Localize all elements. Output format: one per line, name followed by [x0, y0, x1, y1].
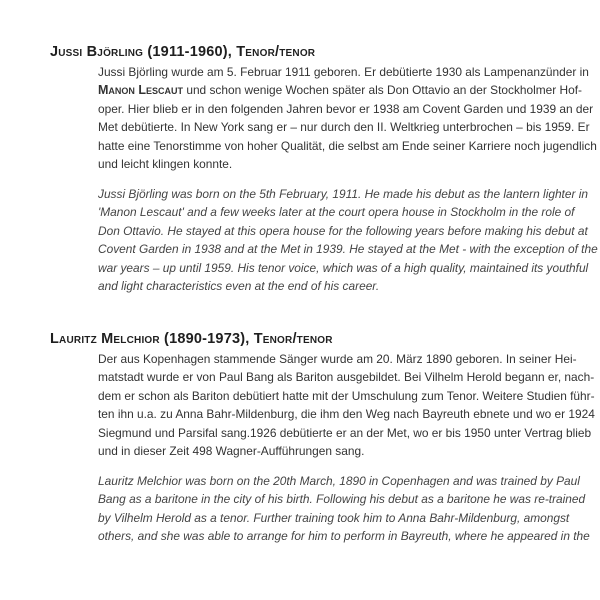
- text-line: ten ihn u.a. zu Anna Bahr-Mildenburg, die ihm den Weg nach Bayreuth ebnete und wo er 1924: [98, 407, 595, 422]
- text-line: 'Manon Lescaut' and a few weeks later at the court opera house in Stockholm in the role of: [98, 205, 575, 220]
- section-heading-melchior: Lauritz Melchior (1890-1973), Tenor/tenor: [50, 331, 333, 347]
- text-line: and light characteristics even at the end of his career.: [98, 279, 380, 294]
- text-line: Covent Garden in 1938 and at the Met in 1939. He stayed at the Met - with the exception of the: [98, 242, 598, 257]
- text-line: Jussi Björling was born on the 5th February, 1911. He made his debut as the lantern lighter in: [98, 187, 588, 201]
- text-line: matstadt wurde er von Paul Bang als Bariton ausgebildet. Bei Vilhelm Herold begann er, nach-: [98, 370, 595, 385]
- text-line: [98, 81, 588, 99]
- text-line: Met debütierte. In New York sang er – nur durch den II. Weltkrieg unterbrochen – bis 1959. Er: [98, 120, 590, 135]
- opera-title: Manon Lescaut: [98, 83, 184, 98]
- text-line: war years – up until 1959. His tenor voice, which was of a high quality, maintained its youthful: [98, 260, 589, 275]
- text-line-rest: und schon wenige Wochen später als Don Ottavio an der Stockholmer Hof-: [183, 83, 583, 98]
- text-line: Jussi Björling wurde am 5. Februar 1911 geboren. Er debütierte 1930 als Lampenanzünder in: [98, 65, 589, 79]
- text-line: und leicht klingen konnte.: [98, 157, 233, 172]
- text-line: by Vilhelm Herold as a tenor. Further training took him to Anna Bahr-Mildenburg, amongst: [98, 510, 570, 525]
- text-line: oper. Hier blieb er in den folgenden Jahren bevor er 1938 am Covent Garden und 1939 an der: [98, 101, 594, 116]
- english-paragraph-melchior: [98, 472, 588, 546]
- text-line: Lauritz Melchior was born on the 20th March, 1890 in Copenhagen and was trained by Paul: [98, 474, 580, 488]
- text-line: hatte eine Tenorstimme von hoher Qualität, die selbst am Ende seiner Karriere noch jugendlich: [98, 138, 597, 153]
- section-heading-bjoerling: Jussi Björling (1911-1960), Tenor/tenor: [50, 44, 316, 60]
- text-line: Don Ottavio. He stayed at this opera house for the following years before making his debut at: [98, 223, 588, 238]
- text-line: dem er schon als Bariton debütiert hatte mit der Umschulung zum Tenor. Weitere Studien führ-: [98, 388, 595, 403]
- english-paragraph-bjoerling: [98, 185, 598, 295]
- text-line: Der aus Kopenhagen stammende Sänger wurde am 20. März 1890 geboren. In seiner Hei-: [98, 352, 577, 366]
- german-paragraph-melchior: [98, 350, 595, 460]
- german-paragraph-bjoerling: [98, 63, 597, 173]
- text-line: Bang as a baritone in the city of his birth. Following his debut as a baritone he was re-trained: [98, 492, 586, 507]
- text-line: und in dieser Zeit 498 Wagner-Aufführungen sang.: [98, 444, 365, 459]
- text-line: others, and she was able to arrange for him to perform in Bayreuth, where he appeared in the: [98, 529, 590, 544]
- text-line: Siegmund und Parsifal sang.1926 debütierte er an der Met, wo er bis 1950 unter Vertrag blieb: [98, 425, 592, 440]
